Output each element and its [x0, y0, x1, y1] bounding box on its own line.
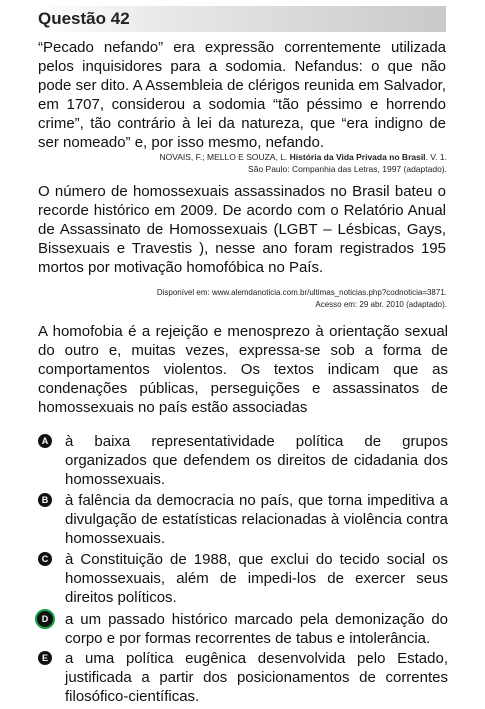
citation-1-authors: NOVAIS, F.; MELLO E SOUZA, L. [159, 152, 290, 162]
option-d-text: a um passado histórico marcado pela demonização do corpo e por formas recorrentes de tabus e intolerância. [65, 611, 448, 647]
option-e-text: a uma política eugênica desenvolvida pelo Estado, justificada a partir dos posicionamentos de correntes filosófico-científicas. [65, 650, 448, 705]
option-e[interactable] [38, 649, 448, 709]
text-passage-2: O número de homossexuais assassinados no Brasil bateu o recorde histórico em 2009. De acordo com o Relatório Anual de Assassinato de Homossexuais (LGBT – Lésbicas, Gays, Bissexuais e Travestis ), nesse ano foram registrados 195 mortos por motivação homofóbica no País. [38, 183, 446, 276]
citation-2-line-1: Disponível em: www.alemdanoticia.com.br/ultimas_noticias.php?codnoticia=3871. [156, 288, 447, 297]
option-b[interactable] [38, 491, 448, 551]
citation-2 [37, 287, 447, 311]
citation-1-book-title: História da Vida Privada no Brasil [289, 152, 426, 162]
question-header [36, 6, 446, 32]
citation-2-line-2: Acesso em: 29 abr. 2010 (adaptado). [315, 300, 447, 309]
option-e-bullet[interactable]: E [38, 651, 52, 665]
option-a-text: à baixa representatividade política de grupos organizados que defendem os direitos de cidadania dos homossexuais. [65, 433, 448, 488]
option-a-bullet[interactable]: A [38, 434, 52, 448]
option-b-text: à falência da democracia no país, que torna impeditiva a divulgação de estatísticas relacionadas à violência contra homossexuais. [65, 492, 448, 547]
citation-1-line-2: São Paulo: Companhia das Letras, 1997 (adaptado). [248, 164, 447, 174]
option-c-bullet[interactable]: C [38, 552, 52, 566]
citation-1-line-1 [37, 151, 447, 163]
question-prompt: A homofobia é a rejeição e menosprezo à orientação sexual do outro e, muitas vezes, expressa-se sob a forma de comportamentos violentos. Os textos indicam que as condenações públicas, perseguições e assassinatos de homossexuais no país estão associadas [38, 323, 448, 416]
option-a[interactable] [38, 432, 448, 492]
citation-1-volume: . V. 1. [425, 152, 447, 162]
citation-1 [37, 151, 447, 175]
option-c[interactable] [38, 550, 448, 610]
text-passage-1: “Pecado nefando” era expressão correntemente utilizada pelos inquisidores para a sodomia. Nefandus: o que não pode ser dito. A Assembleia de clérigos reunida em Salvador, em 1707, considerou a sodomia “tão péssimo e horrendo crime”, tão contrário à lei da natureza, que “era indigno de ser nomeado” e, por isso mesmo, nefando. [38, 39, 446, 151]
option-d-bullet-marked[interactable]: D [35, 609, 55, 629]
option-c-text: à Constituição de 1988, que exclui do tecido social os homossexuais, além de impedi-los de exercer seus direitos políticos. [65, 551, 448, 606]
option-b-bullet[interactable]: B [38, 493, 52, 507]
question-title: Questão 42 [38, 9, 130, 28]
